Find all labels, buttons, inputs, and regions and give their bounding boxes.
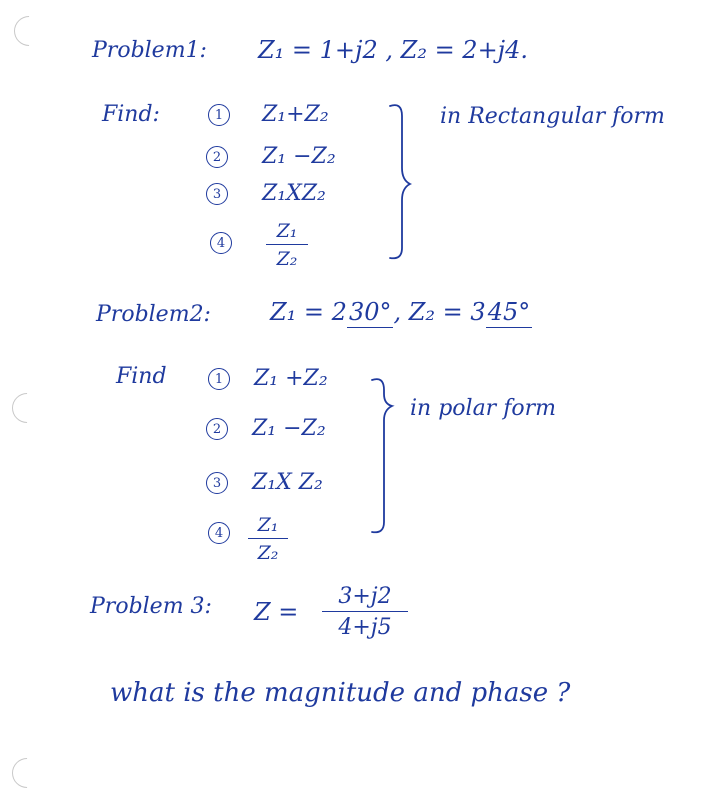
problem2-z1-angle: 30° [348, 298, 392, 326]
problem1-equation: Z₁ = 1+j2 , Z₂ = 2+j4. [258, 36, 529, 64]
problem1-item3-number: 3 [206, 183, 228, 205]
problem1-find-label: Find: [102, 102, 160, 127]
problem2-item2-number: 2 [206, 418, 228, 440]
problem2-item3-number: 3 [206, 472, 228, 494]
binder-hole-bottom [6, 752, 48, 794]
problem3-lhs: Z = [254, 598, 299, 626]
fraction-bar [248, 538, 288, 539]
binder-hole-middle [6, 387, 48, 429]
problem1-item4-numerator: Z₁ [276, 220, 298, 242]
problem3-numerator: 3+j2 [338, 584, 392, 609]
problem1-item1-number: 1 [208, 104, 230, 126]
problem2-item4-fraction [248, 514, 288, 564]
fraction-bar [266, 244, 308, 245]
problem1-form-note: in Rectangular form [440, 104, 665, 129]
problem2-z2-magnitude: , Z₂ = 3 [393, 298, 486, 326]
problem1-item1-expression: Z₁+Z₂ [262, 102, 329, 127]
problem2-item4-denominator: Z₂ [257, 542, 279, 564]
problem1-item3-expression: Z₁XZ₂ [262, 181, 326, 206]
fraction-bar [322, 611, 408, 612]
problem3-fraction [322, 584, 408, 640]
problem2-item2-expression: Z₁ −Z₂ [252, 416, 326, 441]
problem2-right-brace [370, 372, 400, 542]
problem1-item4-number: 4 [210, 232, 232, 254]
problem2-item4-numerator: Z₁ [257, 514, 279, 536]
problem1-label: Problem1: [92, 38, 207, 63]
problem1-item2-expression: Z₁ −Z₂ [262, 144, 336, 169]
problem1-item2-number: 2 [206, 146, 228, 168]
problem2-item3-expression: Z₁X Z₂ [252, 470, 323, 495]
problem2-item1-expression: Z₁ +Z₂ [254, 366, 328, 391]
problem2-equation [270, 300, 532, 324]
problem3-question: what is the magnitude and phase ? [110, 678, 571, 708]
problem2-item4-number: 4 [208, 522, 230, 544]
problem2-z1-magnitude: Z₁ = 2 [270, 298, 347, 326]
problem1-item4-fraction [266, 220, 308, 270]
problem2-form-note: in polar form [410, 396, 556, 421]
problem3-denominator: 4+j5 [338, 615, 392, 640]
problem2-find-label: Find [116, 364, 167, 389]
problem1-item4-denominator: Z₂ [276, 248, 298, 270]
problem2-label: Problem2: [96, 302, 211, 327]
problem1-right-brace [388, 98, 418, 268]
problem2-z2-angle: 45° [487, 298, 531, 326]
binder-hole-top [8, 10, 50, 52]
problem3-label: Problem 3: [90, 594, 212, 619]
problem2-item1-number: 1 [208, 368, 230, 390]
